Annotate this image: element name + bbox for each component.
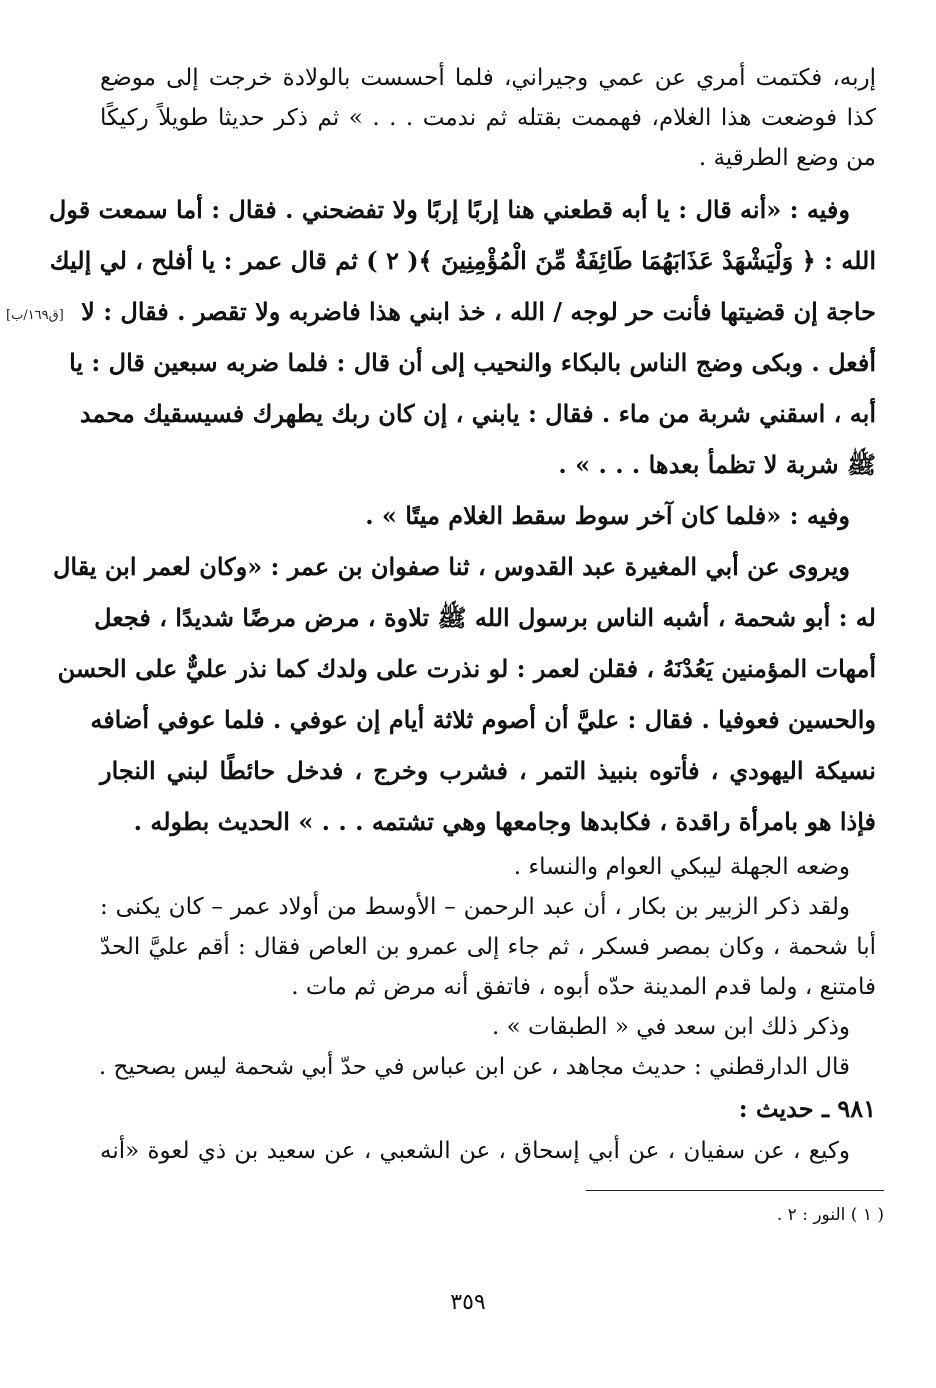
text-line: من وضع الطرقية . (698, 145, 876, 171)
text-line: وذكر ذلك ابن سعد في « الطبقات » . (492, 1014, 850, 1040)
footnote: ( ١ ) النور : ٢ . (776, 1205, 884, 1225)
text-line: ﷺ شربة لا تظمأ بعدها . . . » . (558, 450, 876, 479)
page-body (48, 58, 876, 1171)
footnote-divider (586, 1190, 884, 1191)
text-line: قال الدارقطني : حديث مجاهد ، عن ابن عباس في حدّ أبي شحمة ليس بصحيح . (98, 1054, 850, 1080)
text-line: له : أبو شحمة ، أشبه الناس برسول الله ﷺ تلاوة ، مرض مرضًا شديدًا ، فجعل (94, 603, 876, 632)
text-line: نسيكة اليهودي ، فأتوه بنبيذ التمر ، فشرب وخرج ، فدخل حائطًا لبني النجار (100, 756, 876, 785)
text-line: وكيع ، عن سفيان ، عن أبي إسحاق ، عن الشعبي ، عن سعيد بن ذي لعوة «أنه (100, 1138, 850, 1164)
text-line: أمهات المؤمنين يَعُدْنَهُ ، فقلن لعمر : لو نذرت على ولدك كما نذر عليٌّ على الحسن (57, 654, 876, 683)
text-line: وفيه : «أنه قال : يا أبه قطعني هنا إربًا إربًا ولا تفضحني . فقال : أما سمعت قول (48, 195, 850, 224)
text-line: وفيه : «فلما كان آخر سوط سقط الغلام ميتًا » . (365, 501, 850, 530)
text-line: أفعل . وبكى وضج الناس بالبكاء والنحيب إلى أن قال : فلما ضربه سبعين قال : يا (69, 348, 876, 377)
text-line: ويروى عن أبي المغيرة عبد القدوس ، ثنا صفوان بن عمر : «وكان لعمر ابن يقال (52, 552, 850, 581)
text-line: إربه، فكتمت أمري عن عمي وجيراني، فلما أحسست بالولادة خرجت إلى موضع (100, 65, 876, 91)
text-line: فامتنع ، ولما قدم المدينة حدّه أبوه ، فاتفق أنه مرض ثم مات . (291, 974, 876, 1000)
text-line: أبا شحمة ، وكان بمصر فسكر ، ثم جاء إلى عمرو بن العاص فقال : أقم عليَّ الحدّ (100, 934, 876, 960)
text-line: والحسين فعوفيا . فقال : عليَّ أن أصوم ثلاثة أيام إن عوفي . فلما عوفي أضافه (90, 705, 876, 734)
text-line: فإذا هو بامرأة راقدة ، فكابدها وجامعها وهي تشتمه . . . » الحديث بطوله . (133, 807, 876, 836)
page-number: ٣٥٩ (450, 1290, 486, 1315)
text-line: كذا فوضعت هذا الغلام، فهممت بقتله ثم ندمت . . . » ثم ذكر حديثا طويلاً ركيكًا (100, 105, 876, 131)
text-line: ولقد ذكر الزبير بن بكار ، أن عبد الرحمن – الأوسط من أولاد عمر – كان يكنى : (100, 894, 850, 920)
text-line: حاجة إن قضيتها فأنت حر لوجه / الله ، خذ ابني هذا فاضربه ولا تقصر . فقال : لا (81, 297, 876, 326)
hadith-heading: ٩٨١ ـ حديث : (738, 1094, 876, 1123)
margin-manuscript-note: [ق١٦٩/ب] (6, 308, 64, 323)
text-line: أبه ، اسقني شربة من ماء . فقال : يابني ، إن كان ربك يطهرك فسيسقيك محمد (79, 399, 876, 428)
text-line: وضعه الجهلة ليبكي العوام والنساء . (513, 854, 850, 880)
text-line: الله : ﴿ وَلْيَشْهَدْ عَذَابَهُمَا طَائِفَةٌ مِّنَ الْمُؤْمِنِينَ ﴾( ٢ ) ثم قال عمر : يا أفلح ، لي إليك (49, 246, 876, 275)
